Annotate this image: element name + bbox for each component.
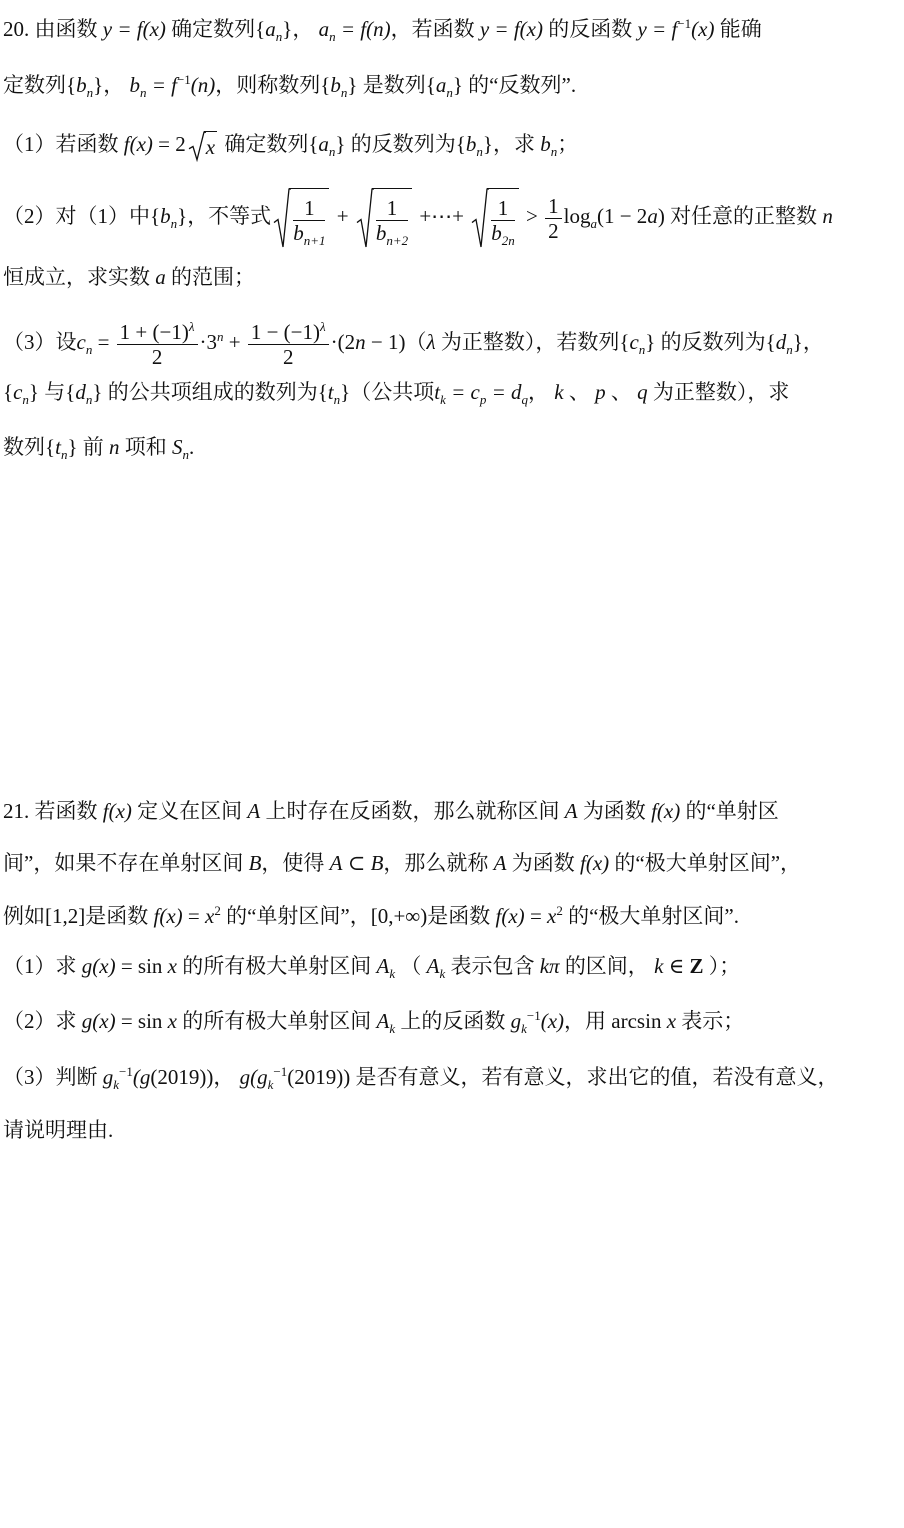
q20-line1: 20. 由函数 y = f(x) 确定数列$\{a_n\}$， $a_n = f(n)$，若函数 y = f(x) 的反函数 $y = f^{-1}(x)$ 能确 <box>3 16 762 45</box>
q21-part2: （2）求 g(x) = sin x 的所有极大单射区间 $A_k$ 上的反函数 $g_k^{-1}(x)$，用 arcsin x 表示； <box>3 1008 745 1037</box>
formula: $y = f^{-1}(x)$ <box>637 16 715 41</box>
q20-line2: 定数列$\{b_n\}$， $b_n = f^{-1}(n)$，则称数列$\{b_n\}$ 是数列$\{a_n\}$ 的“反数列”. <box>3 72 577 101</box>
formula: $b_n = f^{-1}(n)$ <box>129 72 216 101</box>
q20-part3c: 数列$\{t_n\}$ 前 n 项和 $S_n$. <box>3 435 195 463</box>
sqrt-x: x <box>188 131 217 162</box>
q20-part2b: 恒成立，求实数 a 的范围； <box>3 265 255 289</box>
q21-line1: 21. 若函数 f(x) 定义在区间 A 上时存在反函数，那么就称区间 A 为函数 f(x) 的“单射区 <box>3 799 779 823</box>
q20-part3: （3）设$c_n$ = $\frac{1 + (-1)^\lambda}{2}$ $\cdot 3^n$ + $\frac{1 - (-1)^\lambda}{2}$ ·(2n − 1)（λ 为正整数），若数列$\{c_n\}$ 的反数列为$\{d_n\}$， <box>3 318 824 369</box>
q20-part3b: $\{c_n\}$ 与$\{d_n\}$ 的公共项组成的数列为$\{t_n\}$（公共项$t_k = c_p = d_q$， k 、 p 、 q 为正整数），求 <box>3 380 790 408</box>
q21-line2: 间”，如果不存在单射区间 B，使得 A ⊂ B，那么就称 A 为函数 f(x) 的“极大单射区间”， <box>3 851 802 875</box>
formula: f(x) <box>123 132 153 156</box>
sqrt-term-2: $\frac{1}{b_{n+2}}$ <box>356 188 412 249</box>
formula: y = f(x) <box>102 17 166 41</box>
q21-part3b: 请说明理由. <box>3 1118 114 1142</box>
q21-part1: （1）求 g(x) = sin x 的所有极大单射区间 $A_k$ （ $A_k$ 表示包含 kπ 的区间， k ∈ Z ）； <box>3 954 741 982</box>
sqrt-term-1: $\frac{1}{b_{n+1}}$ <box>273 188 329 249</box>
q21-line3: 例如[1,2]是函数 $f(x) = x^2$ 的“单射区间”，[0,+∞)是函数 $f(x) = x^2$ 的“极大单射区间”. <box>3 903 740 928</box>
q20-part2: （2）对（1）中$\{b_n\}$，不等式 $\frac{1}{b_{n+1}}$ + $\frac{1}{b_{n+2}}$ +⋯+ $\frac{1}{b_{2n}}$ > $\frac{1}{2}$ $\log_a(1 - 2a)$ 对任意的正整数 n <box>3 186 901 249</box>
formula: $a_n = f(n)$ <box>318 17 391 45</box>
q20-part1: （1）若函数 f(x) = 2 x 确定数列$\{a_n\}$ 的反数列为$\{b_n\}$，求 $b_n$； <box>3 129 901 162</box>
q21-part3: （3）判断 $g_k^{-1}(g(2019))$， $g(g_k^{-1}(2019))$ 是否有意义，若有意义，求出它的值，若没有意义， <box>3 1064 839 1093</box>
formula: y = f(x) <box>479 17 543 41</box>
sqrt-term-3: $\frac{1}{b_{2n}}$ <box>471 188 519 249</box>
